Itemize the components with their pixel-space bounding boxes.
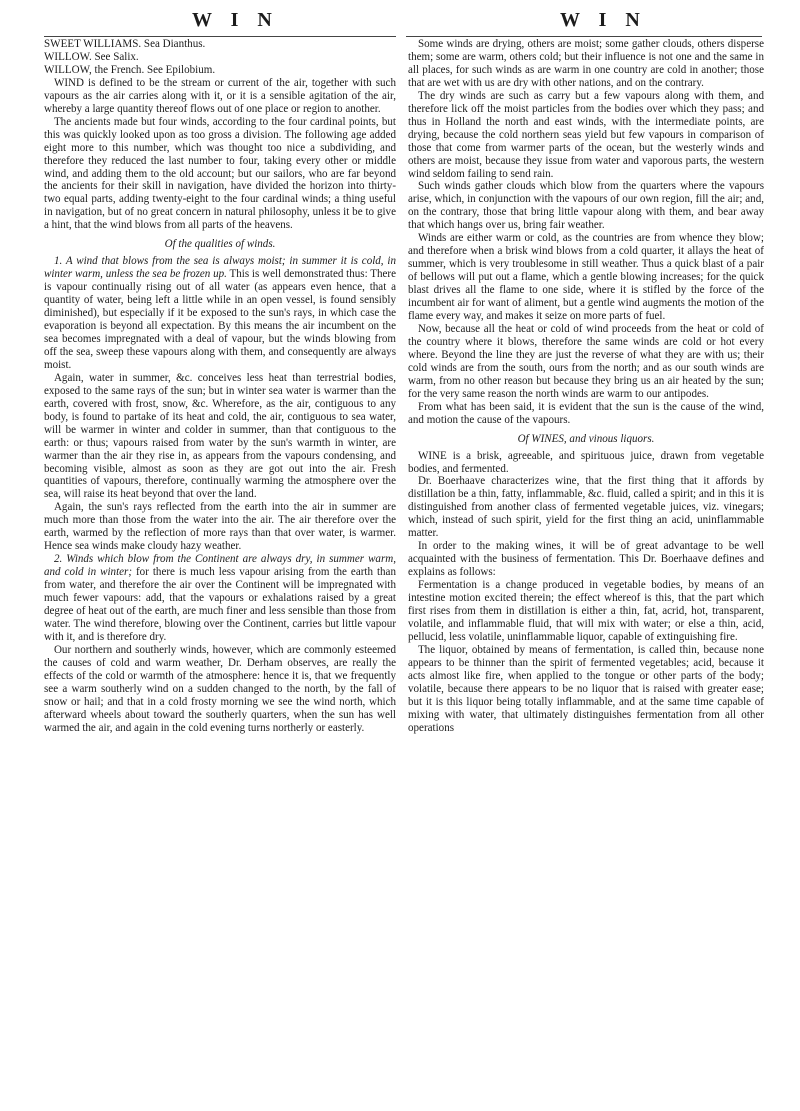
header-rule-left — [44, 36, 396, 37]
entry-willow-french: WILLOW, the French. See Epilobium. — [44, 63, 216, 76]
quality-two-paragraph — [44, 553, 396, 644]
winds-drying-paragraph: Some winds are drying, others are moist; some gather clouds, others disperse them; some are warm, others cold; but their influence is not one and the same in all places, for such winds as are warm in one country are cold in another; those that are wet with us are dry with other nations, and on the contrary. — [408, 38, 764, 89]
running-head-left: W I N — [192, 9, 279, 31]
wines-heading: Of WINES, and vinous liquors. — [517, 432, 655, 445]
making-wines-paragraph: In order to the making wines, it will be of great advantage to be well acquainted with the business of fermentation. This Dr. Boerhaave defines and explains as follows: — [408, 540, 764, 579]
quality-two-paragraph-2: Our northern and southerly winds, however, which are commonly esteemed the causes of cold and warm weather, Dr. Derham observes, are really the effects of the cold or warmth of the atmosphere: hence it is, that we frequently see a warm southerly wind on a sudden changed to the north, by the fall of snow or hail; and that in a cold frosty morning we see the wind north, which afterward wheels about toward the southerly quarters, when the sun has well warmed the air, and again in the cold evening turns northerly or easterly. — [44, 643, 396, 734]
wine-definition-paragraph: WINE is a brisk, agreeable, and spirituous juice, drawn from vegetable bodies, and fermented. — [408, 449, 764, 475]
quality-two-body: for there is much less vapour arising from the earth than from water, and therefore the air over the Continent will be impregnated with much fewer vapours: add, that the vapours or exhalations raised by a great degree of heat out of the earth, are much finer and less sensible than those from water. The wind therefore, blowing over the Continent, carries but little vapour with it, and is therefore dry. — [44, 566, 396, 643]
gather-clouds-paragraph: Such winds gather clouds which blow from the quarters where the vapours arise, which, in conjunction with the vapours of our own region, fill the air; and, on the contrary, those that bring little vapour along with them, and bear away that which hangs over us, bring fair weather. — [408, 180, 764, 232]
wind-history-paragraph: The ancients made but four winds, according to the four cardinal points, but this was quickly looked upon as too gross a division. The following age added eight more to this number, which was thought too nice a subdividing, and therefore they reduced the last number to four, taking every other or middle wind, and adding them to the old account; but our sailors, who are far beyond the ancients for their skill in navigation, have divided the horizon into thirty-two equal parts, adding twenty-eight to the four cardinal winds; a thing useful in navigation, but of no great concern in natural philosophy, unless it be to give a hint, that the wind blows from all parts of the heavens. — [44, 115, 396, 232]
quality-one-lead: 1. A wind that blows from the sea is always moist; in summer it is cold, in winter warm, unless the sea be frozen up. — [44, 255, 396, 281]
header-rule-right — [406, 36, 762, 37]
quality-one-paragraph — [44, 255, 396, 372]
quality-two-lead: 2. Winds which blow from the Continent are always dry, in summer warm, and cold in winter; — [44, 553, 396, 579]
entry-willow: WILLOW. See Salix. — [44, 50, 139, 63]
quality-one-paragraph-3: Again, the sun's rays reflected from the earth into the air in summer are much more than those from the water into the air. The air therefore over the earth, warmed by the reflection of more rays than that over water, is warmer. Hence sea winds make cloudy hazy weather. — [44, 501, 396, 553]
wind-definition-paragraph: WIND is defined to be the stream or current of the air, together with such vapours as the air carries along with it, or it is a sensible agitation of the air, whereby a large quantity thereof flows out of one place or region to another. — [44, 76, 396, 115]
right-column — [408, 38, 764, 735]
quality-one-paragraph-2: Again, water in summer, &c. conceives less heat than terrestrial bodies, exposed to the same rays of the sun; but in winter sea water is warmer than the earth, covered with frost, snow, &c. Wherefore, as the air, contiguous to any body, is found to partake of its heat and cold, the air, contiguous to sea water, will be warmer in winter and colder in summer, than that contiguous to the earth: or thus; vapours raised from water by the sun's warmth in winter, are warmer than the air they rise in, as appears from the vapours condensing, and becoming visible, almost as soon as they are got out into the air. Fresh quantities of vapours, therefore, continually warming the atmosphere over the sea, will raise its heat beyond that over the land. — [44, 371, 396, 501]
heat-cold-paragraph: Now, because all the heat or cold of wind proceeds from the heat or cold of the country where it blows, therefore the same winds are cold or hot every where. Beyond the line they are just the reverse of what they are with us; their cold winds are from the south, ours from the north; and as our south winds are warm, from no other reason but because they bring us an air heated by the sun; for the very same reason the north winds are warm to our antipodes. — [408, 322, 764, 400]
boerhaave-paragraph: Dr. Boerhaave characterizes wine, that the first thing that it affords by distillation be a thin, fatty, inflammable, &c. fluid, called a spirit; and in this it is distinguished from another class of fermented vegetable juices, viz. vinegars; which, instead of such spirit, yield for the first thing an acid, uninflammable matter. — [408, 475, 764, 540]
fermentation-paragraph: Fermentation is a change produced in vegetable bodies, by means of an intestine motion excited therein; the effect whereof is this, that the part which first rises from them in distillation is either a thin, fat, acrid, hot, transparent, volatile, and inflammable fluid, that will mix with water; or else a thin, acid, pellucid, less volatile, uninflammable liquor, capable of extinguishing fire. — [408, 579, 764, 643]
sun-cause-paragraph: From what has been said, it is evident that the sun is the cause of the wind, and motion the cause of the vapours. — [408, 400, 764, 426]
left-column — [44, 38, 396, 735]
running-head-right: W I N — [560, 9, 647, 31]
warm-cold-winds-paragraph: Winds are either warm or cold, as the countries are from whence they blow; and therefore when a brisk wind blows from a cold quarter, it allays the heat of summer, which is very troublesome in still weather. Thus a quick blast of a pair of bellows will put out a flame, which a gentle blowing increases; for the quick blast drives all the flame to one side, where it is stifled by the force of the incumbent air for want of aliment, but a gentle wind augments the motion of the flame every way, and makes it seize on more parts of fuel. — [408, 232, 764, 323]
entry-sweet-williams: SWEET WILLIAMS. Sea Dianthus. — [44, 38, 206, 50]
qualities-of-winds-heading: Of the qualities of winds. — [164, 238, 276, 251]
quality-one-body: This is well demonstrated thus: There is vapour continually rising out of all water (as appears even hence, that a quantity of water, being left a little while in an open vessel, is found sensibly diminished), but especially if it be exposed to the sun's rays, in which case the evaporation is beyond all expectation. By this means the air incumbent on the sea becomes impregnated with a deal of vapour, but the winds blowing from off the sea, sweep these vapours along with them, and consequently are always moist. — [44, 268, 397, 371]
liquor-paragraph: The liquor, obtained by means of fermentation, is called thin, because none appears to be thinner than the spirit of fermented vegetables; acid, because it acts almost like fire, when applied to the tongue or other parts of the body; volatile, because there appears to be no liquor that is raised with greater ease; but it is this liquor being totally inflammable, and at the same time capable of mixing with water, that ultimately distinguishes fermentation from all other operations — [408, 643, 764, 734]
dry-winds-paragraph: The dry winds are such as carry but a few vapours along with them, and therefore lick off the moist particles from the bodies over which they pass; and thus in Holland the north and east winds, with the intermediate points, are drying, because the cold northern seas yield but few vapours in comparison of those that come from warmer parts of the ocean, but the westerly winds and others are moist, because they issue from water and vaporous parts, the western wind seldom failing to send rain. — [408, 89, 764, 180]
